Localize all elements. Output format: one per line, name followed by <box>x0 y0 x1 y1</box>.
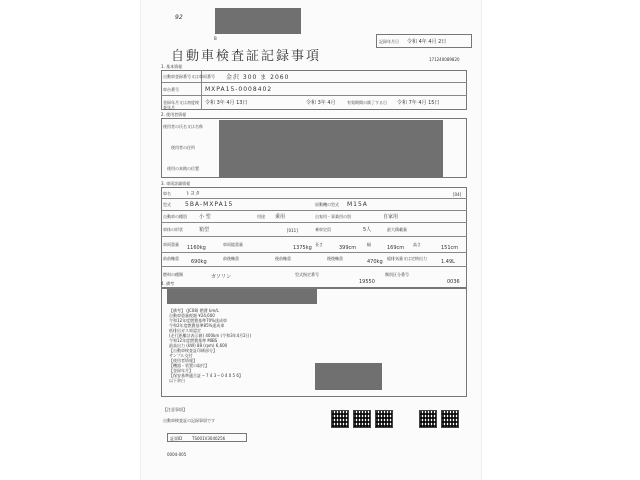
remark-line: 令和12年度燃費基準 MIBS <box>169 338 218 343</box>
maker-code: [04] <box>453 192 462 197</box>
qr-code-icon <box>353 410 371 428</box>
remark-line: 以下余白 <box>169 378 185 383</box>
section-3-label: 3. 車両詳細情報 <box>161 181 191 186</box>
record-date-label: 記録年月日 <box>379 39 399 44</box>
section-4-label: 4. 備考 <box>161 281 175 286</box>
id-value: TS001V3040256 <box>192 436 226 441</box>
qr-code-icon <box>441 410 459 428</box>
category-label: 類別区分番号 <box>385 272 409 277</box>
owner-name-label: 使用者の氏名又は名称 <box>163 124 203 129</box>
remark-line: 【自動車検査証印刷部分】 <box>169 348 217 353</box>
weight-label: 車両重量 <box>163 242 179 247</box>
body-shape-value: 箱型 <box>199 227 210 233</box>
qr-code-icon <box>375 410 393 428</box>
document-title: 自動車検査証記録事項 <box>171 49 322 64</box>
usage-value: 乗用 <box>275 214 286 220</box>
vehicle-type-value: 小 型 <box>199 214 211 220</box>
expiry-value: 令和 7年 4月 15日 <box>397 100 440 106</box>
maker-label: 車名 <box>163 191 171 196</box>
certification-label: 型式指定番号 <box>295 272 319 277</box>
first-reg-label: 登録年月又は初度検査年月 <box>163 100 199 110</box>
record-date-value: 令和 4年 4月 2日 <box>407 39 447 45</box>
page-code: 0004-005 <box>167 452 187 457</box>
remark-line: 令和12年度燃費基準70%達成車 <box>169 318 227 323</box>
displacement-label: 総排気量又は定格出力 <box>387 256 427 261</box>
handwritten-note: 92 <box>175 14 183 21</box>
remark-line: (走行距離計表示値) 400km (令和3年4月2日) <box>169 333 252 338</box>
remark-line: 【使用者情報】 <box>169 358 197 363</box>
category-value: 0036 <box>447 279 460 285</box>
redacted-remarks-stamp <box>315 363 382 390</box>
fr-axle-label: 前後軸重 <box>223 256 239 261</box>
purpose-label: 自家用・事業用の別 <box>315 214 351 219</box>
id-box <box>167 433 247 442</box>
remarks-list <box>169 308 251 383</box>
length-label: 長さ <box>315 242 323 247</box>
remark-line: 令和2年度燃費基準85%達成車 <box>169 323 225 328</box>
engine-label: 原動機の型式 <box>315 202 339 207</box>
capacity-value: 5人 <box>363 227 372 233</box>
mid-date-value: 令和 3年 4月 <box>306 100 336 106</box>
engine-value: M15A <box>347 201 368 208</box>
small-mark: B <box>214 36 217 41</box>
notice-label: 【注意事項】 <box>163 407 187 412</box>
weight-value: 1160kg <box>187 245 206 251</box>
ff-axle-value: 690kg <box>191 259 207 265</box>
capacity-label: 乗車定員 <box>315 227 331 232</box>
redacted-owner-info <box>219 120 443 178</box>
record-date-box <box>376 34 472 48</box>
document-page <box>140 0 482 480</box>
fuel-value: ガソリン <box>211 274 232 280</box>
reg-number: 金沢 300 ま 2060 <box>226 74 290 81</box>
qr-code-icon <box>419 410 437 428</box>
chassis-label: 車台番号 <box>163 87 179 92</box>
width-value: 169cm <box>387 245 405 251</box>
gross-weight-label: 車両総重量 <box>223 242 243 247</box>
section-1-label: 1. 基本情報 <box>161 64 183 69</box>
owner-address-label: 使用者の住所 <box>171 145 195 150</box>
redacted-header-block <box>215 8 301 34</box>
model-label: 型式 <box>163 202 171 207</box>
remark-line: 【備考】 (JC08) 燃費 km/L <box>169 308 219 313</box>
certification-value: 19550 <box>359 279 375 285</box>
notice-text: 自動車検査証の記録事項です <box>163 418 215 423</box>
remark-line: 最高出力 (kW) 88 (rpm) 6,600 <box>169 343 228 348</box>
rr-axle-label: 後後軸重 <box>327 256 343 261</box>
rr-axle-value: 470kg <box>367 259 383 265</box>
remark-line: 低排出ガス車認定 <box>169 328 201 333</box>
fuel-label: 燃料の種類 <box>163 272 183 277</box>
remark-line: 自動車重量税額 ¥24,600 <box>169 313 215 318</box>
purpose-value: 自家用 <box>383 214 399 220</box>
remark-line: 【登録年月】 <box>169 368 193 373</box>
remark-line: サンプル交付 <box>169 353 193 358</box>
remark-line: 【機器・装置の取付】 <box>169 363 209 368</box>
width-label: 幅 <box>367 242 371 247</box>
rf-axle-label: 後前軸重 <box>275 256 291 261</box>
chassis-number: MXPA15-0008402 <box>205 86 273 93</box>
qr-code-icon <box>331 410 349 428</box>
max-load-label: 最大積載量 <box>387 227 407 232</box>
reg-number-label: 自動車登録番号又は車両番号 <box>163 74 215 79</box>
displacement-value: 1.49L <box>441 259 455 265</box>
length-value: 399cm <box>339 245 357 251</box>
vehicle-type-label: 自動車の種別 <box>163 214 187 219</box>
redacted-remarks-top <box>167 289 317 304</box>
usage-label: 用途 <box>257 214 265 219</box>
model-value: 5BA-MXPA15 <box>185 201 234 208</box>
id-label: 証票ID <box>170 436 183 441</box>
height-label: 高さ <box>413 242 421 247</box>
gross-weight-value: 1375kg <box>293 245 312 251</box>
maker-value: トヨタ <box>185 191 201 197</box>
ff-axle-label: 前前軸重 <box>163 256 179 261</box>
expiry-label: 有効期間の満了する日 <box>347 100 387 105</box>
remark-line: 【保安基準適合証 ─ 7 4 3 ─ 0 4 0 5 6】 <box>169 373 243 378</box>
body-shape-label: 車体の形状 <box>163 227 183 232</box>
section-2-label: 2. 使用者情報 <box>161 112 187 117</box>
first-reg-value: 令和 3年 4月 13日 <box>205 100 248 106</box>
document-number: 171240089820 <box>429 57 460 62</box>
body-shape-code: [011] <box>287 228 298 233</box>
height-value: 151cm <box>441 245 459 251</box>
base-location-label: 使用の本拠の位置 <box>167 166 199 171</box>
